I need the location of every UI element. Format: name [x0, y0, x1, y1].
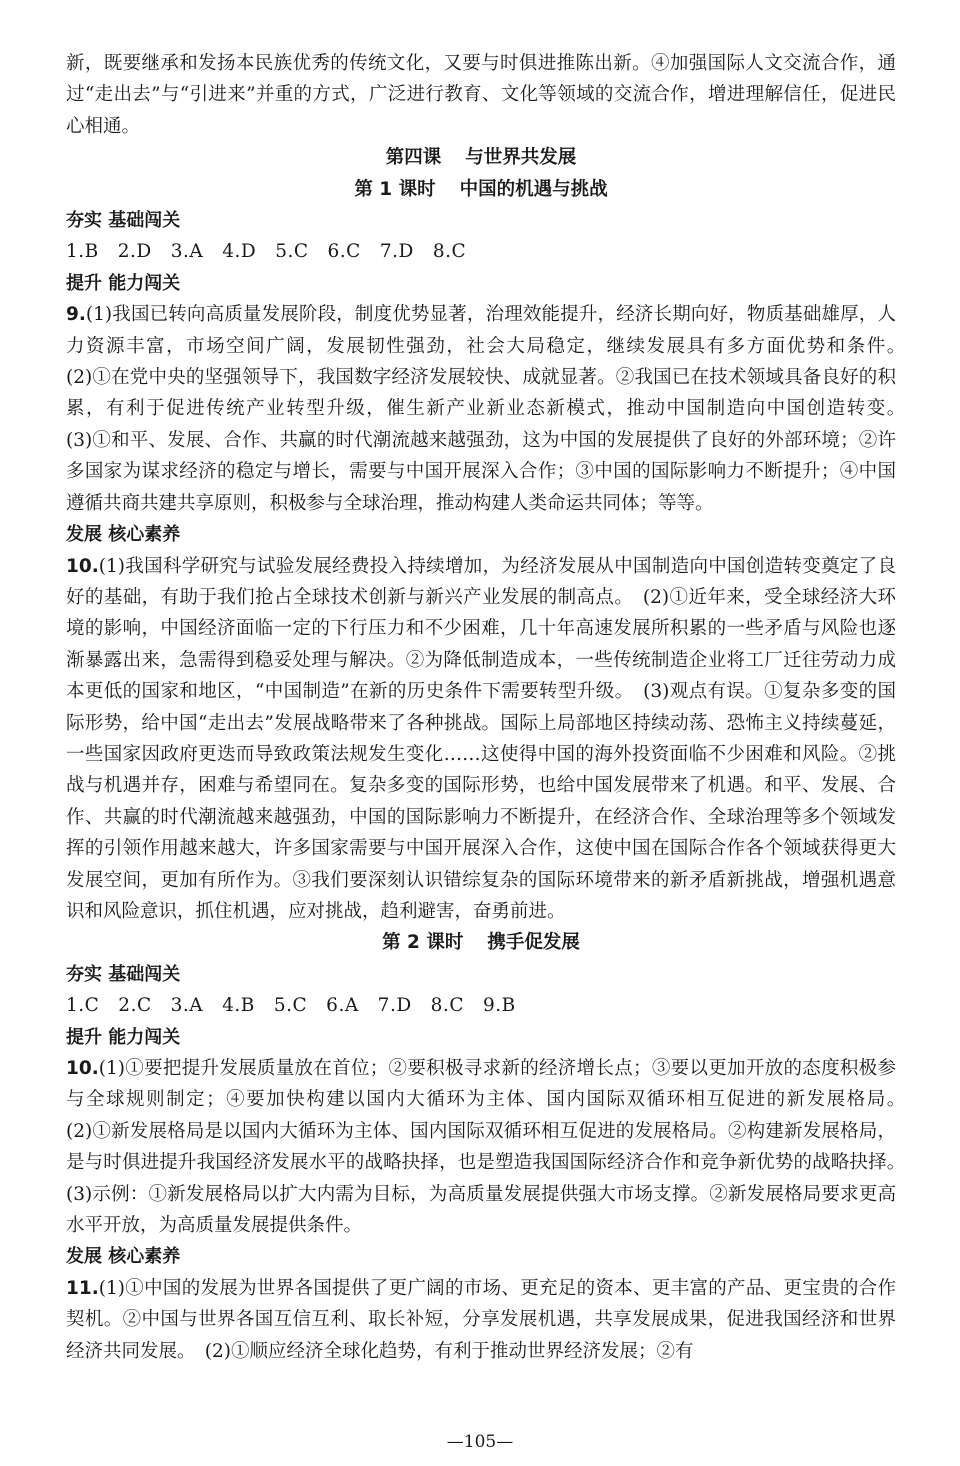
- period2-question-10: [66, 1053, 915, 1241]
- page-content: [66, 48, 915, 1367]
- period1-basic-answers: 1.B 2.D 3.A 4.D 5.C 6.C 7.D 8.C: [66, 241, 467, 263]
- question-answer: (1)我国科学研究与试验发展经费投入持续增加，为经济发展从中国制造向中国创造转变奠定了良好的基础，有助于我们抢占全球技术创新与新兴产业发展的制高点。 (2)①近年来，受全球经济大环境的影响，中国经济面临一定的下行压力和不少困难，几十年高速发展所积累的一些矛盾与风险也逐渐暴露出来，急需得到稳妥处理与解决。②为降低制造成本，一些传统制造企业将工厂迁往劳动力成本更低的国家和地区，“中国制造”在新的历史条件下需要转型升级。 (3)观点有误。①复杂多变的国际形势，给中国“走出去”发展战略带来了各种挑战。国际上局部地区持续动荡、恐怖主义持续蔓延，一些国家因政府更迭而导致政策法规发生变化……这使得中国的海外投资面临不少困难和风险。②挑战与机遇并存，困难与希望同在。复杂多变的国际形势，也给中国发展带来了机遇。和平、发展、合作、共赢的时代潮流越来越强劲，中国的国际影响力不断提升，在经济合作、全球治理等多个领域发挥的引领作用越来越大，许多国家需要与中国开展深入合作，这使中国在国际合作各个领域获得更大发展空间，更加有所作为。③我们要深刻认识错综复杂的国际环境带来的新矛盾新挑战，增强机遇意识和风险意识，抓住机遇，应对挑战，趋利避害，奋勇前进。: [66, 555, 896, 922]
- question-number: 9.: [66, 304, 86, 326]
- period2-ability-heading: 提升 能力闯关: [66, 1026, 181, 1048]
- period1-basic-heading: 夯实 基础闯关: [66, 210, 181, 232]
- period1-question-9: [66, 299, 915, 519]
- period1-ability-heading: 提升 能力闯关: [66, 272, 181, 294]
- period1-title: [66, 174, 896, 205]
- lesson-title-number: 第四课: [385, 147, 442, 169]
- period2-question-11: [66, 1273, 896, 1367]
- question-answer: (1)①中国的发展为世界各国提供了更广阔的市场、更充足的资本、更丰富的产品、更宝贵的合作契机。②中国与世界各国互信互利、取长补短，分享发展机遇，共享发展成果，促进我国经济和世界经济共同发展。 (2)①顺应经济全球化趋势，有利于推动世界经济发展；②有: [66, 1277, 896, 1362]
- period2-title-number: 第 2 课时: [382, 932, 464, 954]
- period1-title-name: 中国的机遇与挑战: [459, 178, 608, 200]
- lesson-title-name: 与世界共发展: [465, 147, 577, 169]
- period2-title-name: 携手促发展: [487, 932, 580, 954]
- period1-title-number: 第 1 课时: [354, 178, 436, 200]
- lesson-title: [66, 142, 896, 173]
- question-number: 10.: [66, 1058, 99, 1079]
- period2-basic-answers: 1.C 2.C 3.A 4.B 5.C 6.A 7.D 8.C 9.B: [66, 995, 516, 1017]
- period2-title: [66, 927, 896, 958]
- question-number: 11.: [66, 1277, 99, 1299]
- intro-paragraph: 新，既要继承和发扬本民族优秀的传统文化，又要与时俱进推陈出新。④加强国际人文交流合作，通过“走出去”与“引进来”并重的方式，广泛进行教育、文化等领域的交流合作，增进理解信任，促进民心相通。: [66, 53, 896, 137]
- period2-core-heading: 发展 核心素养: [66, 1246, 181, 1268]
- question-answer: (1)我国已转向高质量发展阶段，制度优势显著，治理效能提升，经济长期向好，物质基础雄厚，人力资源丰富，市场空间广阔，发展韧性强劲，社会大局稳定，继续发展具有多方面优势和条件。 (2)①在党中央的坚强领导下，我国数字经济发展较快、成就显著。②我国已在技术领域具备良好的积累，有利于促进传统产业转型升级，催生新产业新业态新模式，推动中国制造向中国创造转变。 (3)①和平、发展、合作、共赢的时代潮流越来越强劲，这为中国的发展提供了良好的外部环境；②许多国家为谋求经济的稳定与增长，需要与中国开展深入合作；③中国的国际影响力不断提升；④中国遵循共商共建共享原则，积极参与全球治理，推动构建人类命运共同体；等等。: [66, 304, 915, 514]
- question-number: 10.: [66, 555, 99, 577]
- question-answer: (1)①要把提升发展质量放在首位；②要积极寻求新的经济增长点；③要以更加开放的态度积极参与全球规则制定；④要加快构建以国内大循环为主体、国内国际双循环相互促进的新发展格局。 (2)①新发展格局是以国内大循环为主体、国内国际双循环相互促进的发展格局。②构建新发展格局，是与时俱进提升我国经济发展水平的战略抉择，也是塑造我国国际经济合作和竞争新优势的战略抉择。 (3)示例：①新发展格局以扩大内需为目标，为高质量发展提供强大市场支撑。②新发展格局要求更高水平开放，为高质量发展提供条件。: [66, 1058, 915, 1237]
- period1-core-heading: 发展 核心素养: [66, 524, 181, 546]
- period2-basic-heading: 夯实 基础闯关: [66, 963, 181, 985]
- page-number: —105—: [446, 1432, 514, 1452]
- period1-question-10: [66, 551, 896, 928]
